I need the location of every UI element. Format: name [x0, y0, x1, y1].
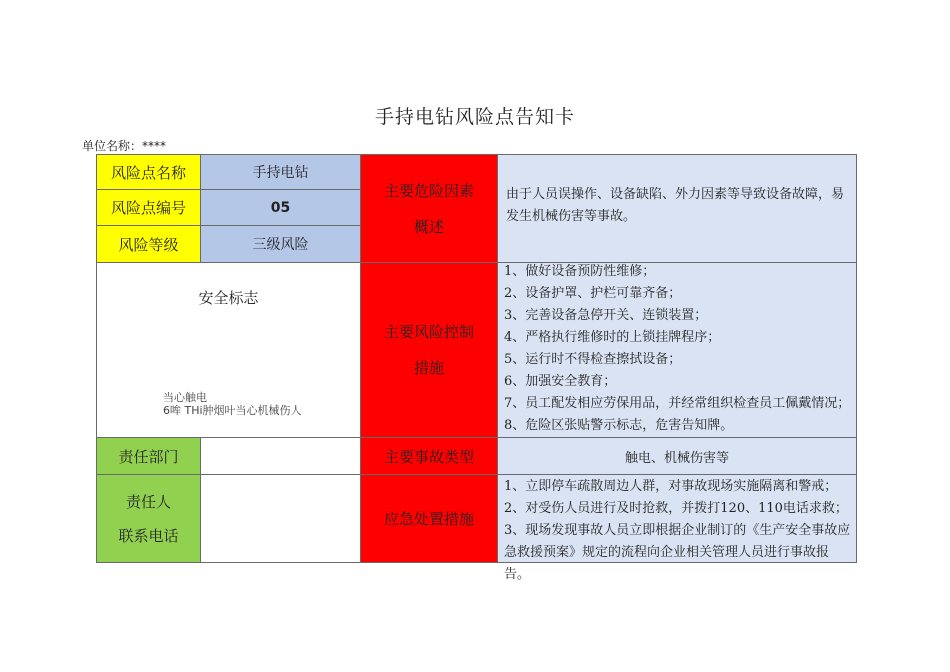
emergency-measure-item: 1、立即停车疏散周边人群，对事故现场实施隔离和警戒；	[504, 479, 838, 494]
control-measure-item: 1、做好设备预防性维修；	[504, 264, 656, 279]
emergency-label: 应急处置措施	[360, 474, 498, 563]
risk-name-label: 风险点名称	[96, 154, 201, 190]
emergency-measures-list	[498, 476, 856, 586]
hazard-description-cell	[497, 154, 857, 263]
accident-type-label: 主要事故类型	[360, 437, 498, 475]
safety-sign-labels	[163, 391, 302, 417]
hazard-description: 由于人员误操作、设备缺陷、外力因素等导致设备故障，易发生机械伤害等事故。	[506, 186, 845, 224]
person-label-line2: 联系电话	[118, 526, 179, 545]
sign-label-mechanical-injury: 6哞 THi肿烟叶当心机械伤人	[163, 404, 302, 417]
control-measures-cell	[497, 262, 857, 438]
safety-sign-cell	[96, 262, 361, 438]
unit-name: 单位名称：****	[82, 139, 167, 153]
risk-no-label: 风险点编号	[96, 189, 201, 226]
control-measure-item: 5、运行时不得检查擦拭设备；	[504, 352, 682, 367]
dept-label: 责任部门	[96, 437, 201, 475]
control-measure-item: 3、完善设备急停开关、连锁装置；	[504, 308, 708, 323]
control-measures-list	[498, 261, 856, 437]
main-hazard-label-text: 主要危险因素概述	[383, 181, 474, 236]
risk-name-value: 手持电钻	[200, 154, 361, 190]
risk-level-value: 三级风险	[200, 225, 361, 263]
control-measure-item: 6、加强安全教育；	[504, 374, 617, 389]
emergency-measure-item: 3、现场发现事故人员立即根据企业制订的《生产安全事故应急救援预案》规定的流程向企业相关管理人员进行事故报告。	[504, 523, 851, 582]
main-control-label-text: 主要风险控制措施	[383, 323, 474, 377]
main-hazard-label	[360, 154, 498, 263]
control-measure-item: 4、严格执行维修时的上锁挂牌程序；	[504, 330, 721, 345]
control-measure-item: 7、员工配发相应劳保用品，并经常组织检查员工佩戴情况；	[504, 396, 851, 411]
safety-sign-title: 安全标志	[198, 289, 259, 307]
risk-level-label: 风险等级	[96, 225, 201, 263]
risk-no-value: 05	[200, 189, 361, 226]
control-measure-item: 8、危险区张贴警示标志，危害告知牌。	[504, 418, 734, 433]
page-title: 手持电钻风险点告知卡	[374, 106, 575, 128]
control-measure-item: 2、设备护罩、护栏可靠齐备；	[504, 286, 682, 301]
dept-value	[200, 437, 361, 475]
person-label	[96, 474, 201, 563]
person-label-line1: 责任人	[125, 492, 171, 511]
person-value	[200, 474, 361, 563]
accident-type-value: 触电、机械伤害等	[497, 437, 857, 475]
main-control-label	[360, 262, 498, 438]
emergency-measure-item: 2、对受伤人员进行及时抢救，并拨打120、110电话求救；	[504, 501, 848, 516]
emergency-measures-cell	[497, 474, 857, 582]
sign-label-electric-shock: 当心触电	[163, 391, 207, 404]
